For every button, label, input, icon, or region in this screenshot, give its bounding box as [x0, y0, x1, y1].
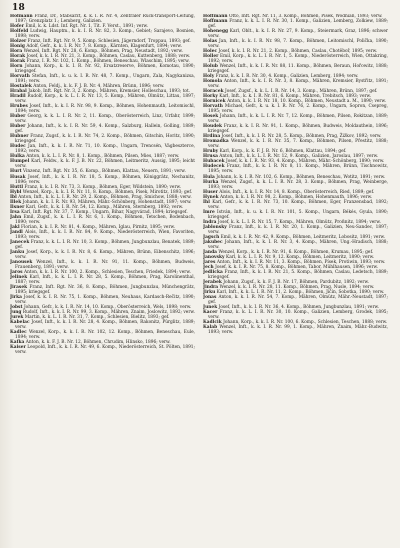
entry-text: Emil, k. k. Ldst. Inf. Rgt. Nr. 1, Tit. F. Verst., 1891; verw. — [25, 24, 149, 30]
entry-text: Johann, Korp., k. k. I. R. Nr. 100, 6. Komp., Schlesien, Teschen, 1888; verw. — [223, 319, 388, 325]
entry-name: Irsa — [10, 209, 20, 215]
entry-text: Johann, Zugsf., k. k. F. J. B. Nr. 17, Böhmen, Pardubitz, 1892; verw. — [223, 279, 370, 285]
list-entry — [203, 139, 388, 149]
entry-text: Karl, Feldw., k. k. F. J. B. Nr. 22, Böhmen, Leitmeritz, Aussig, 1895; leicht verw. — [15, 159, 195, 170]
list-entry — [203, 225, 388, 235]
entry-name: Jirasek — [10, 284, 28, 290]
entry-text: Wenzel, Korp., k. k. I. R. Nr. 102, 12. Komp., Böhmen, Beneschau, Eule, 1894; verw. — [15, 329, 195, 340]
entry-text: Ludwig, Hauptm., k. k. I. R. Nr. 82, 3. Komp., Gebiet; Sarajevo, Bosnien, 1898; verw. — [15, 29, 195, 40]
entry-text: Karl, Gefr., k. k. I. R. Nr. 54, 12. Komp., Mähren, Sternberg, 1892; verw. — [25, 204, 184, 210]
entry-name: Hruby — [203, 149, 219, 155]
entry-text: Wenzel, Korp., k. k. I. R. Nr. 11, 8. Komp., Böhmen, Pisek, Mirotitz, 1893; gef. — [22, 189, 193, 195]
entry-text: Josef, Korp., k. k. I. R. Nr. 8, 6. Komp., Mähren, Brünn, Eibenschitz, 1896; verw. — [15, 249, 195, 260]
entry-text: Franz, Dr., Stabsarzt, k. k. I. R. Nr. 4, Zentraler Rück-transport-Leitung, 1897; Grenzplatz 1.; Lemberg, Galizien. — [15, 14, 195, 25]
entry-name: Hosek — [203, 114, 219, 120]
entry-text: Josef, Inft., k. k. I. R. Nr. 28, 4. Komp., Böhmen, Rakonitz, Pürglitz, 1889; verw. — [15, 319, 195, 330]
entry-text: Franz, Zugsf., k. k. I. R. Nr. 74, 2. Komp., Böhmen, Gitschin, Horitz, 1890; kriegsgef. — [15, 134, 195, 145]
entry-name: Holfeld — [10, 29, 29, 35]
entry-text: Karl, Inft., k. k. L. I. R. Nr. 11, 2. Komp., Böhmen, Jičín, Sobotka, 1890; verw. — [216, 289, 385, 295]
entry-text: Anton, k. k. I. R. Nr. 98, 2. Komp., Böhmen, Hohenmauth, 1896; verw. — [220, 194, 373, 200]
entry-text: Karl, Gefr., k. k. I. R. Nr. 73, 10. Komp., Böhmen, Eger, Franzensbad, 1892; verw. — [208, 199, 388, 210]
entry-name: Kadlcik — [203, 319, 222, 325]
entry-name: Horak — [10, 54, 26, 60]
entry-name: Hynek — [203, 194, 219, 200]
entry-text: Rudolf, Korp., k. k. L. I. R. Nr. 13, 5. Komp., Mähren, Olmütz, Littau, 1897; verw. — [15, 94, 195, 105]
list-entry — [10, 275, 195, 285]
entry-text: Karl, Inft. Rgt. Nr. 37, 7. Komp., Ungarn, Bihar, Nagyvárad, 1894; kriegsgef. — [21, 209, 188, 215]
entry-name: Huber — [10, 124, 26, 130]
entry-name: Hromadka — [203, 139, 229, 145]
list-entry — [10, 320, 195, 330]
entry-text: Franz, Inft. Rgt. Nr. 36, 8. Komp., Böhmen, Jungbunzlau, Münchengrätz, 1895; kriegsgef. — [15, 284, 195, 295]
entry-name: Jindra — [203, 284, 219, 290]
entry-text: Anton, k. k. F. J. B. Nr. 12, Böhmen, Chrudim, Hlinsko, 1896; verw. — [25, 340, 171, 346]
entry-text: Jan, Inft., k. k. I. R. Nr. 71, 10. Komp., Ungarn, Trencsén, Vágbeszterce, 1892; verw. — [15, 144, 195, 155]
entry-name: Ilsner — [10, 204, 25, 210]
entry-name: Houdek — [203, 124, 223, 130]
entry-text: Alois, Inft., k. k. I. R. Nr. 84, 9. Komp., Niederösterreich, Wien, Favoriten, 1893; verw. — [15, 229, 195, 240]
entry-name: Hrusa — [203, 154, 218, 160]
entry-name: Horn — [10, 64, 23, 70]
list-entry — [203, 79, 388, 89]
entry-name: Hrubes — [10, 104, 28, 110]
entry-text: Karl, Inft., k. k. L. I. R. Nr. 28, 5. Komp., Böhmen, Prag, Karolinenthal, 1887; verw. — [15, 274, 195, 285]
entry-text: Wenzel, Inft., k. k. I. R. Nr. 88, 11. Komp., Böhmen, Beraun, Hořowitz, 1888; kriegsgef. — [208, 64, 388, 75]
entry-name: Hoffmann — [203, 19, 228, 25]
entry-text: Anton, k. k. I. R. Nr. 54, 7. Komp., Mähren, Olmütz, Mähr.-Neustadt, 1897; gef. — [208, 294, 388, 305]
entry-text: Josef, k. k. L. I. R. Nr. 15, 7. Komp., Mähren, Olmütz, Proßnitz, 1894; verw. — [217, 219, 381, 225]
list-entry — [10, 345, 195, 355]
entry-text: Karl, Korp., k. k. F. J. B. Nr. 6, Böhmen, Klattau, 1894; gef. — [219, 149, 347, 155]
entry-name: Horky — [203, 94, 218, 100]
entry-name: Kacer — [203, 309, 218, 315]
entry-text: István, Inft., k. u. k. I. R. Nr. 101, 5. Komp., Ungarn, Békés, Gyula, 1890; kriegsgef. — [208, 209, 388, 220]
entry-name: Horacek — [203, 89, 224, 95]
entry-name: Janecek — [10, 239, 30, 245]
entry-text: Jakob, Inft. Rgt. Nr. 3, 2. Komp., Mähren, Kremsier, Holleschau, 1893; tot. — [28, 89, 191, 95]
list-entry — [10, 94, 195, 104]
entry-text: Emil, k. k. I. R. Nr. 42, 9. Komp., Böhmen, Leitmeritz, Lobositz, 1891; verw. — [220, 234, 386, 240]
entry-name: Holas — [203, 39, 218, 45]
entry-text: Josef, Zugsf., k. k. L. I. R. Nr. 14, 3. Komp., Mähren, Brünn, 1897; gef. — [225, 89, 378, 95]
entry-name: Huttl — [10, 184, 24, 190]
list-entry — [10, 159, 195, 169]
list-entry — [10, 64, 195, 74]
entry-name: Junek — [203, 304, 218, 310]
list-entry — [10, 104, 195, 114]
left-column — [10, 14, 195, 544]
entry-name: Jech — [203, 264, 214, 270]
entry-text: Anton, Inft., k. k. L. I. R. Nr. 12, 9. Komp., Galizien, Jaroslau, 1897; verw. — [219, 154, 379, 160]
entry-text: Franz, k. k. I. R. Nr. 91, 1. Komp., Böhmen, Budweis, Moldauthein, 1896; kriegsgef. — [208, 124, 388, 135]
list-entry — [203, 325, 388, 335]
entry-text: Josef, k. k. I. R. Nr. 21, 3. Komp., Böhmen, Caslau, Kuttenberg, 1888; verw. — [26, 54, 191, 60]
entry-text: Josef, k. k. I. R. Nr. 21, 2. Komp., Böhmen, Caslau, Chotěboř, 1895; verw. — [218, 49, 378, 55]
entry-text: Franz, k. k. L. I. R. Nr. 30, 10. Komp., Galizien, Lemberg, Grodek, 1895; verw. — [208, 309, 388, 320]
entry-name: Humpel — [10, 159, 30, 165]
list-entry — [10, 124, 195, 134]
entry-text: Wenzel, Korp., k. k. I. R. Nr. 91, 6. Komp., Böhmen, Krumau, 1895; gef. — [218, 249, 374, 255]
entry-text: Josef, k. k. I. R. Nr. 93, 4. Komp., Mähren, Mähr.-Schönberg, 1890; verw. — [226, 159, 385, 165]
entry-text: Emil, Korp., k. k. L. I. R. Nr. 1, 5. Komp., Niederösterreich, Wien, Ottakring, 1892; verw. — [208, 54, 388, 65]
entry-name: Horvath — [203, 104, 223, 110]
entry-name: Jerabek — [203, 279, 222, 285]
list-entry — [10, 144, 195, 154]
entry-name: Jakubec — [203, 239, 223, 245]
entry-text: Johann, Korp., k. k. I. R. Nr. 92, Ersatzreserve, Böhmen, Komotau, 1890; kriegsgef. — [15, 64, 195, 75]
entry-text: Franz, k. k. I. R. Nr. 73, 3. Komp., Böhmen, Eger, Wildstein, 1890; verw. — [24, 184, 182, 190]
entry-text: Karl, Oblt., k. k. I. R. Nr. 27, 9. Komp., Steiermark, Graz, 1896; schwer verw. — [208, 29, 388, 40]
entry-text: Franz, k. k. I. R. Nr. 30, 4. Komp., Galizien, Lemberg, 1894; verw. — [215, 74, 359, 80]
entry-text: Josef, Inft., k. k. I. R. Nr. 28, 5. Komp., Böhmen, Prag, Žižkov, 1892; verw. — [221, 134, 382, 140]
entry-text: Anton, Inft., k. k. I. R. Nr. 11, 3. Komp., Böhmen, Písek, Protiwin, 1893; verw. — [216, 259, 386, 265]
entry-text: Franz, k. k. L. I. R. Nr. 10, 3. Komp., Böhmen, Jungbunzlau, Benatek, 1889; gef. — [15, 239, 195, 250]
entry-name: Hurt — [10, 169, 22, 175]
entry-name: Kaiser — [10, 345, 26, 351]
entry-text: Emil, Zugsf., k. k. L. I. R. Nr. 6, 1. Komp., Böhmen, Tetschen, Bodenbach, 1890; verw. — [15, 214, 195, 225]
entry-text: Martin, k. k. L. I. R. Nr. 31, 7. Komp., Schlesien, Bielitz, 1893; gef. — [24, 314, 170, 320]
entry-name: Jirku — [203, 289, 216, 295]
entry-name: Jakl — [10, 224, 20, 230]
entry-text: Franz, Inft., k. k. I. R. Nr. 20, 1. Komp., Galizien, Neu-Sandec, 1897; verw. — [208, 224, 388, 235]
entry-name: Jobst — [10, 304, 23, 310]
list-entry — [10, 285, 195, 295]
entry-text: Josef, Inft., k. k. I. R. Nr. 18, 5. Komp., Böhmen, Königgrätz, Nechanitz, 1896; verw. — [15, 174, 195, 185]
entry-name: Holler — [203, 54, 219, 60]
entry-name: Janovsky — [203, 254, 225, 260]
list-entry — [203, 270, 388, 280]
entry-text: Karl, Inft., k. k. I. R. Nr. 81, 6. Komp., Mähren, Trebitsch, 1893; verw. — [219, 94, 372, 100]
entry-name: Jung — [10, 309, 22, 315]
list-entry — [10, 74, 195, 84]
entry-text: Anton, k. k. L. I. R. Nr. 8, 1. Komp., Böhmen, Pilsen, Mies, 1887; verw. — [26, 154, 180, 160]
list-entry — [203, 200, 388, 210]
entry-text: Adolf, Gefr., k. k. I. R. Nr. 7, 8. Komp., Kärnten, Klagenfurt, 1894; verw. — [26, 44, 182, 50]
list-entry — [203, 104, 388, 114]
entry-text: Wenzel, Zugsf., k. k. L. I. R. Nr. 28, 3. Komp., Böhmen, Prag, Weinberge, 1893; verw. — [208, 179, 388, 190]
entry-text: Wenzel, Inft. Rgt. Nr. 28, 6. Komp., Böhmen, Prag, Neustadt, 1892; verw. — [23, 49, 183, 55]
list-entry — [10, 114, 195, 124]
entry-name: Hudecek — [203, 164, 225, 170]
list-entry — [10, 14, 195, 24]
list-entry — [10, 29, 195, 39]
entry-text: Johann, Inft., k. k. L. I. R. Nr. 7, 12. Komp., Böhmen, Pilsen, Rokitzan, 1889; verw. — [208, 114, 388, 125]
list-entry — [10, 175, 195, 185]
entry-name: Illek — [10, 199, 22, 205]
list-entry — [10, 230, 195, 240]
entry-name: Jaros — [10, 269, 23, 275]
list-entry — [203, 19, 388, 29]
entry-text: Wenzel, k. k. I. R. Nr. 28, 11. Komp., Böhmen, Prag, Nusle, 1894; verw. — [219, 284, 375, 290]
entry-name: Jirka — [10, 294, 22, 300]
entry-text: Anton, k. k. I. R. Nr. 100, 2. Komp., Schlesien, Teschen, Friedek, 1894; verw. — [24, 269, 191, 275]
entry-text: Franz, k. k. L. I. R. Nr. 30, 1. Komp., Galizien, Lemberg, Zolkiew, 1889; gef. — [208, 19, 388, 30]
entry-text: Johann, k. k. I. R. Nr. 93, Mähren, Mähr.-Schönberg, Hohenstadt, 1897; verw. — [22, 199, 192, 205]
entry-name: Holub — [203, 64, 218, 70]
entry-text: Otto, Inft. Rgt. Nr. 11, 3. Komp., Böhmen, Pisek, Wodnian, 1893; verw. — [228, 14, 383, 19]
entry-name: Jares — [203, 259, 216, 265]
list-entry — [10, 215, 195, 225]
entry-text: Wenzel, Inft., k. k. I. R. Nr. 99, 1. Komp., Mähren, Znaim, Mähr.-Budwitz, 1893; verw. — [208, 324, 388, 335]
entry-name: Jandl — [10, 229, 23, 235]
entry-text: Jan, Inft., k. k. I. R. Nr. 98, 7. Komp., Böhmen, Leitomischl, Polička, 1890; verw. — [208, 39, 388, 50]
list-entry — [203, 240, 388, 250]
entry-text: Josef, Inft., k. k. I. R. Nr. 98, 9. Komp., Böhmen, Hohenmauth, Leitomischl, 1894; verw. — [15, 104, 195, 115]
entry-text: Johann, k. k. I. R. Nr. 102, 6. Komp., Böhmen, Beneschau, Wotitz, 1891; verw. — [216, 174, 386, 180]
entry-name: Hornicek — [203, 99, 226, 105]
entry-name: Kafka — [10, 340, 25, 346]
list-entry — [203, 64, 388, 74]
entry-name: Horvath — [10, 74, 30, 80]
entry-name: Huber — [10, 114, 26, 120]
list-entry — [203, 164, 388, 174]
list-entry — [10, 134, 195, 144]
list-entry — [203, 295, 388, 305]
list-entry — [203, 310, 388, 320]
entry-name: Janku — [10, 249, 25, 255]
entry-text: Wenzel, Inft., k. k. I. R. Nr. 91, 11. Komp., Böhmen, Budweis, Frauenberg, 1891; verw. — [15, 259, 195, 270]
list-entry — [203, 124, 388, 134]
entry-text: Alois, Inft., k. k. I. R. Nr. 14, 8. Komp., Oberösterreich, Ried, 1889; gef. — [219, 189, 375, 195]
entry-name: Hybl — [10, 189, 22, 195]
entry-text: Franz, Inft. Rgt. Nr. 9, 5. Komp. Schlesien, Jägerndorf, Troppau, 1893; gef. — [27, 39, 191, 45]
entry-name: Hubner — [10, 134, 29, 140]
entry-text: Stefan, Inft., k. u. k. I. R. Nr. 48, 7. Komp., Ungarn, Zala, Nagykanizsa, 1891; verw. — [15, 74, 195, 85]
entry-name: Horak — [10, 59, 26, 65]
entry-name: Hostalek — [10, 84, 32, 90]
entry-name: Hula — [203, 174, 215, 180]
entry-name: Kadlec — [10, 329, 27, 335]
list-entry — [203, 114, 388, 124]
entry-text: Johann, Inft., k. k. I. R. Nr. 3, 4. Komp., Mähren, Ung.-Hradisch, 1888; verw. — [208, 239, 388, 250]
entry-text: Vinzenz, Inft. Rgt. Nr. 35, 6. Komp., Böhmen, Klattau, Neuern, 1891; verw. — [23, 169, 186, 175]
right-column — [203, 14, 388, 544]
entry-name: Hrabal — [10, 89, 27, 95]
entry-name: Jelinek — [10, 274, 28, 280]
list-entry — [203, 29, 388, 39]
list-entry — [203, 210, 388, 220]
entry-text: Karl, k. k. L. I. R. Nr. 9, 12. Komp., Böhmen, Leitmeritz, 1890; verw. — [225, 254, 375, 260]
entry-text: Franz, Inft., k. k. I. R. Nr. 21, 5. Komp., Böhmen, Caslau, Ledetsch, 1889; kriegsgef. — [208, 269, 388, 280]
entry-text: Georg, k. k. L. I. R. Nr. 2, 11. Komp., Oberösterreich, Linz, Urfahr, 1899; verw. — [15, 114, 195, 125]
entry-name: Hofmann — [10, 14, 33, 19]
entry-name: Janda — [203, 249, 217, 255]
entry-name: Indra — [203, 219, 217, 225]
entry-text: Anton, Inft., k. k. I. R. Nr. 3, 8. Komp., Mähren, Kremsier, Bystřitz, 1891; verw. — [208, 79, 388, 90]
entry-name: Hoffmann — [203, 14, 228, 19]
entry-text: Wenzel, k. k. I. R. Nr. 35, 7. Komp., Böhmen, Pilsen, Přestitz, 1888; verw. — [208, 139, 388, 150]
entry-name: Huser — [203, 189, 218, 195]
list-entry — [10, 330, 195, 340]
entry-name: Jurek — [10, 314, 24, 320]
entry-text: Franz, I. R. Nr. 102, 1. Komp., Böhmen, Beneschau, Wlaschim, 1895; verw. — [26, 59, 190, 65]
entry-name: Hohenegg — [203, 29, 229, 35]
entry-name: Jagsch — [203, 234, 220, 240]
list-entry — [203, 54, 388, 64]
entry-name: Homola — [203, 79, 223, 85]
entry-text: Franz, Inft., k. k. I. R. Nr. 8, 11. Komp., Mähren, Brünn, Tischnowitz, 1895; verw. — [208, 164, 388, 175]
entry-text: Anton, Inft., k. k. L. I. R. Nr. 29, 2. Komp., Böhmen, Prag, Smichow, 1888; verw. — [18, 194, 192, 200]
entry-text: Johann, Inft., k. k. I. R. Nr. 59, 4. Komp., Salzburg, Hallein, Golling, 1889; gef. — [15, 124, 195, 135]
entry-name: Hrdina — [203, 134, 221, 140]
entry-name: Imre — [203, 209, 215, 215]
entry-text: Johann, Gefr., k. k. I. R. Nr. 14, 10. Komp., Oberösterreich, Wels, 1898; verw. — [23, 304, 192, 310]
entry-text: Anton, Feldj., k. k. F. J. B. Nr. 4, Mähren, Brünn, 1896; verw. — [33, 84, 165, 90]
entry-name: Honig — [10, 44, 25, 50]
entry-name: Husak — [10, 174, 26, 180]
entry-name: Hubacek — [203, 159, 225, 165]
entry-name: Jonas — [203, 294, 217, 300]
entry-name: Janousek — [10, 259, 33, 265]
list-entry — [10, 260, 195, 270]
entry-name: Kabelac — [10, 319, 30, 325]
entry-text: Rudolf, Inft., k. k. I. R. Nr. 99, 3. Komp., Mähren, Znaim, Joslowitz, 1892; verw. — [22, 309, 195, 315]
entry-name: Hora — [10, 49, 23, 55]
entry-text: Leopold, Inft., k. k. I. R. Nr. 49, 6. Komp., Niederösterreich, St. Pölten, 1891; verw. — [15, 345, 195, 356]
entry-name: Hulka — [10, 154, 25, 160]
entry-name: Jablonsky — [203, 224, 227, 230]
page-number: 18 — [12, 3, 26, 13]
list-entry — [10, 240, 195, 250]
list-entry — [10, 295, 195, 305]
entry-text: Josef, Inft., k. k. I. R. Nr. 36, 4. Komp., Böhmen, Jungbunzlau, 1891; verw. — [218, 304, 380, 310]
text-columns — [10, 14, 388, 544]
entry-text: Josef, k. k. I. R. Nr. 75, 8. Komp., Böhmen, Tabor, Mühlhausen, 1896; verw. — [215, 264, 379, 270]
entry-name: Ibl — [10, 194, 17, 200]
entry-name: Hofer — [10, 24, 25, 30]
entry-text: Michael, Gefr., k. u. k. I. R. Nr. 76, 2. Komp., Ungarn, Sopron, Csepreg, 1895; verw. — [208, 104, 388, 115]
entry-name: Ihl — [203, 199, 210, 205]
list-entry — [10, 250, 195, 260]
list-entry — [203, 180, 388, 190]
entry-text: Anton, k. k. I. R. Nr. 18, 10. Komp., Böhmen, Neustadt a. M., 1890; verw. — [227, 99, 387, 105]
entry-text: Florian, k. k. I. R. Nr. 81, 4. Komp., Mähren, Iglau, Pirnitz, 1895; verw. — [21, 224, 176, 230]
entry-name: Kalab — [203, 324, 218, 330]
entry-name: Jedlicka — [203, 269, 223, 275]
entry-name: Holec — [203, 49, 218, 55]
entry-name: Hurka — [203, 179, 219, 185]
entry-name: Jahn — [10, 214, 22, 220]
entry-text: Josef, k. k. I. R. Nr. 75, 1. Komp., Böhmen, Neuhaus, Kardasch-Rečitz, 1890; verw. — [15, 294, 195, 305]
entry-name: Hudec — [10, 144, 26, 150]
entry-name: Holzer — [10, 39, 27, 45]
entry-name: Holy — [203, 74, 215, 80]
list-entry — [203, 39, 388, 49]
entry-name: Hradil — [10, 94, 26, 100]
